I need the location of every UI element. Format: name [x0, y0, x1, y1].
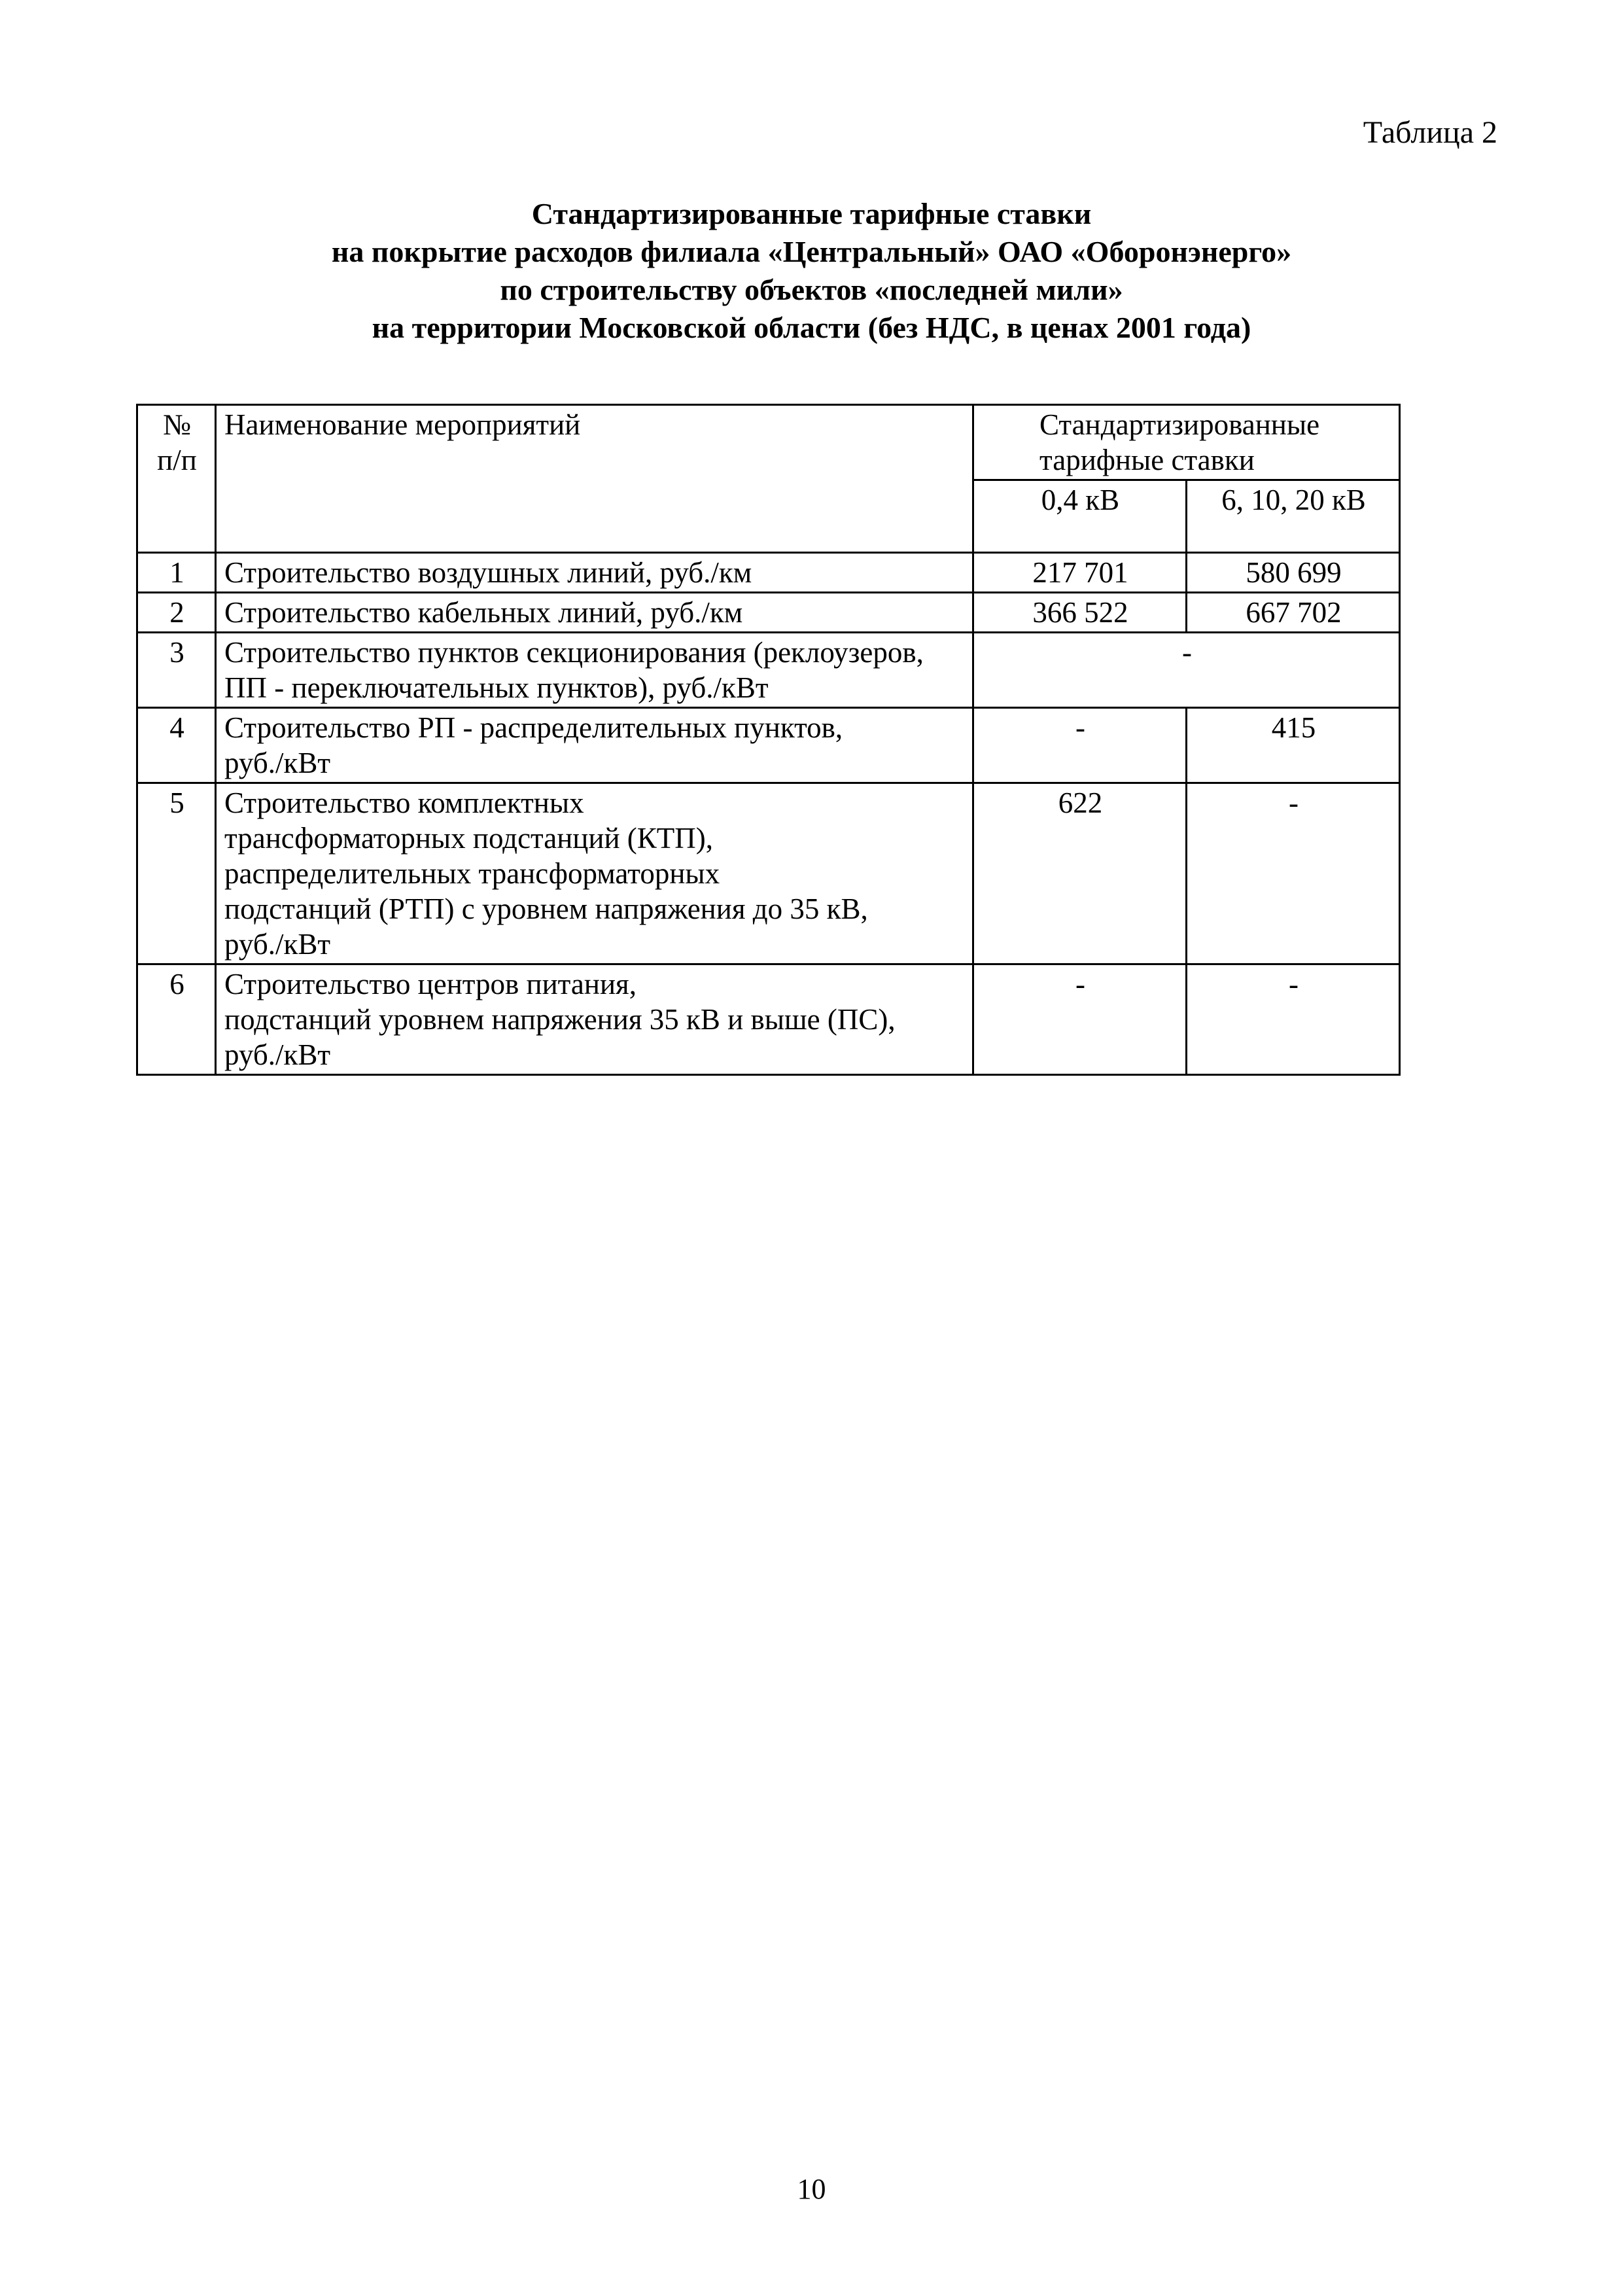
- row-number: 6: [137, 964, 216, 1075]
- header-col-04kv: 0,4 кВ: [973, 480, 1187, 553]
- row-value-04kv: -: [973, 708, 1187, 783]
- header-number: [137, 405, 216, 553]
- row-number: 3: [137, 633, 216, 708]
- row-value-merged: -: [973, 633, 1400, 708]
- row-name: Строительство кабельных линий, руб./км: [216, 593, 973, 633]
- table-row: [137, 593, 1400, 633]
- row-name: [216, 708, 973, 783]
- row-name-line: Строительство пунктов секционирования (реклоузеров,: [224, 636, 924, 669]
- row-value-6-10-20kv: 580 699: [1187, 553, 1400, 593]
- row-value-6-10-20kv: -: [1187, 964, 1400, 1075]
- row-name: [216, 633, 973, 708]
- row-name-line: распределительных трансформаторных: [224, 857, 720, 890]
- row-name: [216, 964, 973, 1075]
- header-number-line-1: №: [163, 408, 191, 441]
- header-rates: [973, 405, 1400, 480]
- table-row: [137, 783, 1400, 964]
- table-row: [137, 553, 1400, 593]
- row-name-line: трансформаторных подстанций (КТП),: [224, 822, 714, 855]
- tariff-table: [136, 404, 1401, 1076]
- row-value-04kv: 217 701: [973, 553, 1187, 593]
- row-value-6-10-20kv: -: [1187, 783, 1400, 964]
- heading-line-2: на покрытие расходов филиала «Центральный» ОАО «Оборонэнерго»: [331, 235, 1292, 268]
- header-name: Наименование мероприятий: [216, 405, 973, 553]
- row-name-line: руб./кВт: [224, 928, 331, 961]
- row-name-line: подстанций (РТП) с уровнем напряжения до 35 кВ,: [224, 892, 868, 925]
- heading-line-1: Стандартизированные тарифные ставки: [531, 197, 1092, 230]
- row-value-04kv: -: [973, 964, 1187, 1075]
- row-name-line: Строительство комплектных: [224, 786, 584, 819]
- header-col-6-10-20kv: 6, 10, 20 кВ: [1187, 480, 1400, 553]
- row-name-line: ПП - переключательных пунктов), руб./кВт: [224, 671, 769, 704]
- header-rates-line-1: Стандартизированные: [1039, 408, 1320, 441]
- document-heading: [0, 195, 1623, 347]
- row-name-line: подстанций уровнем напряжения 35 кВ и выше (ПС),: [224, 1003, 896, 1036]
- table-row: [137, 964, 1400, 1075]
- row-number: 2: [137, 593, 216, 633]
- row-name-line: Строительство РП - распределительных пунктов,: [224, 711, 843, 744]
- row-name-line: руб./кВт: [224, 747, 331, 779]
- table-label: Таблица 2: [1363, 115, 1497, 150]
- table-row: [137, 633, 1400, 708]
- row-name-line: Строительство центров питания,: [224, 968, 637, 1000]
- row-value-6-10-20kv: 667 702: [1187, 593, 1400, 633]
- heading-line-4: на территории Московской области (без НДС, в ценах 2001 года): [372, 311, 1251, 344]
- row-value-6-10-20kv: 415: [1187, 708, 1400, 783]
- page-number: 10: [797, 2173, 826, 2205]
- row-name-line: руб./кВт: [224, 1038, 331, 1071]
- heading-line-3: по строительству объектов «последней мили»: [500, 273, 1123, 306]
- row-number: 4: [137, 708, 216, 783]
- row-number: 1: [137, 553, 216, 593]
- table-header-row: [137, 405, 1400, 480]
- header-number-line-2: п/п: [157, 444, 197, 476]
- row-number: 5: [137, 783, 216, 964]
- row-value-04kv: 622: [973, 783, 1187, 964]
- header-rates-line-2: тарифные ставки: [1039, 444, 1255, 476]
- row-value-04kv: 366 522: [973, 593, 1187, 633]
- row-name: [216, 783, 973, 964]
- row-name: Строительство воздушных линий, руб./км: [216, 553, 973, 593]
- table-row: [137, 708, 1400, 783]
